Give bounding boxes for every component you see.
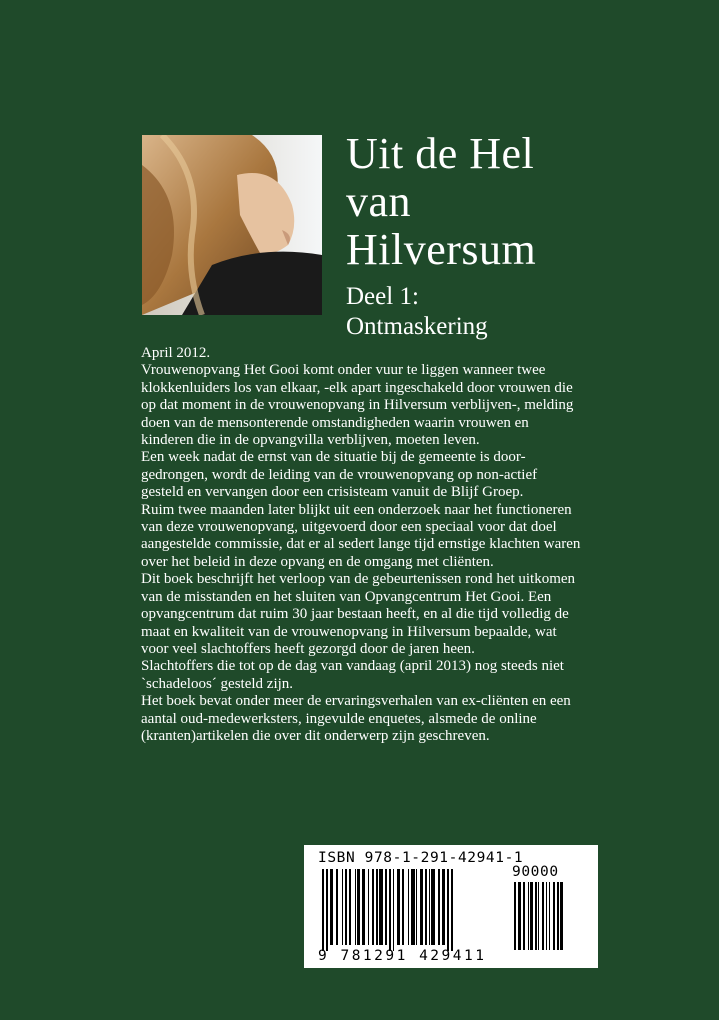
author-photo	[142, 135, 322, 315]
barcode-bar	[538, 882, 539, 950]
barcode-bar	[372, 869, 374, 945]
barcode-bar	[376, 869, 378, 945]
barcode-bar	[330, 869, 333, 945]
barcode-bar	[523, 882, 525, 950]
blurb-paragraph: Dit boek beschrijft het verloop van de gebeurtenissen rond het uitkomen van de misstanden en het sluiten van Opvangcentrum Het Gooi. Een opvangcentrum dat ruim 30 jaar bestaan heeft, en al die tijd volledig de maat en kwaliteit van de vrouwenopvang in Hilversum bepaalde, wat voor veel slachtoffers heeft gezorgd door de jaren heen.	[141, 571, 576, 657]
barcode-bar	[528, 882, 529, 950]
barcode-bar	[535, 882, 537, 950]
blurb-paragraph: Het boek bevat onder meer de ervaringsverhalen van ex-cliënten en een aantal oud-medewerksters, ingevulde enquetes, alsmede de online (kranten)artikelen die over dit onderwerp zijn geschreven.	[141, 693, 571, 744]
blurb-paragraph: Een week nadat de ernst van de situatie bij de gemeente is door-gedrongen, wordt de leiding van de vrouwenopvang op non-actief gesteld en vervangen door een crisisteam vanuit de Blijf Groep.	[141, 449, 538, 501]
barcode-bar	[442, 869, 445, 945]
barcode-bar	[385, 869, 387, 945]
barcode-bar	[397, 869, 400, 945]
barcode-bar	[336, 869, 338, 945]
barcode-bar	[408, 869, 409, 945]
barcode-bar	[425, 869, 427, 945]
barcode-bar	[514, 882, 516, 950]
barcode-bar	[416, 869, 417, 945]
barcode-bar	[342, 869, 343, 945]
barcode-bar	[389, 869, 391, 951]
book-title-line: van	[346, 177, 412, 226]
barcode-bar	[438, 869, 440, 945]
barcode-bar	[379, 869, 383, 945]
book-title-line: Hilversum	[346, 225, 537, 274]
blurb	[141, 345, 581, 745]
subtitle-line: Ontmaskering	[346, 313, 488, 340]
barcode-bar	[447, 869, 449, 951]
barcode-bar	[451, 869, 453, 951]
barcode-bar	[542, 882, 544, 950]
barcode-bar	[402, 869, 404, 945]
barcode-bar	[557, 882, 559, 950]
barcode-bar	[393, 869, 394, 951]
blurb-paragraph: Vrouwenopvang Het Gooi komt onder vuur te liggen wanneer twee klokkenluiders los van elkaar, -elk apart ingeschakeld door vrouwen die op dat moment in de vrouwenopvang in Hilversum verblijven-, melding doen van de mensonterende omstandigheden waarin vrouwen en kinderen die in de opvangvilla verblijven, moeten leven.	[141, 362, 574, 449]
barcode-bar	[431, 869, 435, 945]
barcode-bar	[560, 882, 563, 950]
barcode-bar	[420, 869, 423, 945]
isbn-barcode	[304, 845, 598, 968]
book-title	[346, 130, 536, 274]
barcode-bar	[368, 869, 369, 945]
barcode-bar	[518, 882, 521, 950]
blurb-paragraph: April 2012.	[141, 345, 211, 361]
title-block	[346, 130, 536, 342]
barcode-bar	[355, 869, 356, 945]
blurb-paragraph: Ruim twee maanden later blijkt uit een onderzoek naar het functioneren van deze vrouwenopvang, uitgevoerd door een speciaal voor dat doel aangestelde commissie, dat er al sedert lange tijd ernstige klachten waren over het beleid in deze opvang en de omgang met cliënten.	[141, 501, 581, 570]
barcode-bar	[530, 882, 533, 950]
barcode-bar	[349, 869, 351, 945]
barcode-bar	[553, 882, 555, 950]
barcode-bar	[546, 882, 547, 950]
price-code: 90000	[512, 864, 559, 880]
barcode-bar	[429, 869, 430, 945]
barcode-bar	[549, 882, 550, 950]
isbn-digits: 9 781291 429411	[318, 948, 487, 964]
author-portrait-image	[142, 135, 322, 315]
barcode-bar	[322, 869, 324, 951]
barcode-bar	[411, 869, 415, 945]
book-subtitle	[346, 282, 536, 342]
barcode-bar	[362, 869, 365, 945]
barcode-bar	[345, 869, 347, 945]
barcode-bar	[326, 869, 328, 951]
isbn-label: ISBN 978-1-291-42941-1	[318, 850, 524, 866]
subtitle-line: Deel 1:	[346, 283, 419, 310]
book-title-line: Uit de Hel	[346, 129, 535, 178]
blurb-paragraph: Slachtoffers die tot op de dag van vandaag (april 2013) nog steeds niet `schadeloos´ gesteld zijn.	[141, 658, 564, 692]
barcode-bar	[357, 869, 360, 945]
